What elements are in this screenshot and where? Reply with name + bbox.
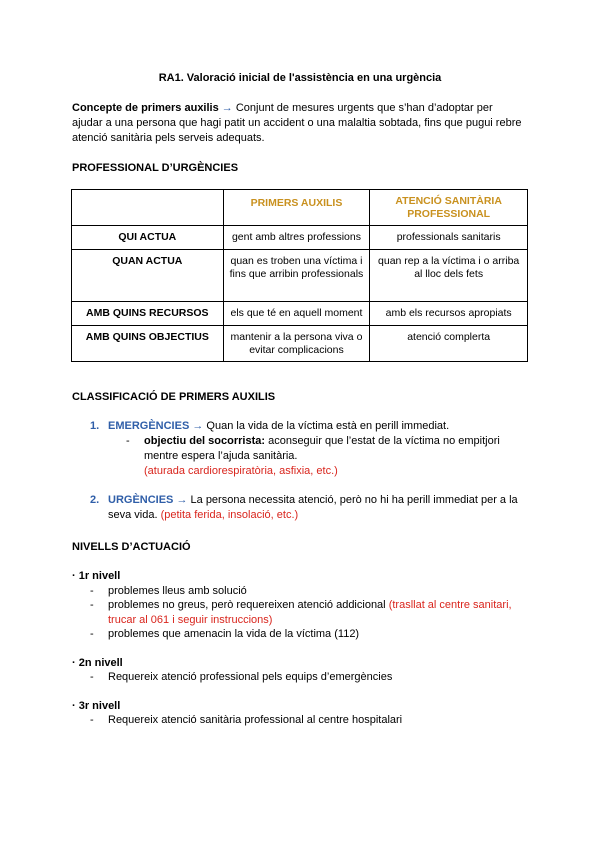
cell-who-professional: professionals sanitaris bbox=[370, 226, 528, 250]
table-row bbox=[72, 250, 528, 302]
concept-term: Concepte de primers auxilis bbox=[72, 102, 219, 114]
level-1-item-2-red-2: trucar al 061 i seguir instruccions) bbox=[108, 614, 273, 626]
concept-line-2: ajudar a una persona que hagi patit un accident o una malaltia sobtada, fins que pugui rebre bbox=[72, 117, 522, 129]
urgencies-text bbox=[108, 493, 538, 523]
cell-resources-professional: amb els recursos apropiats bbox=[370, 302, 528, 326]
level-1-item-2-text: problemes no greus, però requereixen atenció addicional bbox=[108, 599, 389, 611]
table-header-professional-care: ATENCIÓ SANITÀRIA PROFESSIONAL bbox=[370, 190, 528, 226]
cell-who-first-aid: gent amb altres professions bbox=[223, 226, 370, 250]
level-3-item: Requereix atenció sanitària professional al centre hospitalari bbox=[108, 714, 403, 726]
urgencies-examples: (petita ferida, insolació, etc.) bbox=[160, 509, 299, 521]
level-1-title: · 1r nivell bbox=[72, 570, 121, 582]
table-row bbox=[72, 326, 528, 362]
level-2-item: Requereix atenció professional pels equips d’emergències bbox=[108, 671, 393, 683]
list-dash: - bbox=[90, 714, 94, 726]
table-row bbox=[72, 226, 528, 250]
sub-objective-examples: (aturada cardiorespiratòria, asfixia, etc.) bbox=[144, 465, 338, 477]
row-label-objectives: AMB QUINS OBJECTIUS bbox=[72, 326, 224, 362]
level-1-item-2-red-1: (trasllat al centre sanitari, bbox=[388, 599, 512, 611]
table-header-first-aid: PRIMERS AUXILIS bbox=[223, 190, 370, 226]
sub-objective-label: objectiu del socorrista: bbox=[144, 435, 266, 447]
list-dash: - bbox=[90, 585, 94, 597]
table-row bbox=[72, 302, 528, 326]
cell-when-first-aid: quan es troben una víctima i fins que arribin professionals bbox=[223, 250, 370, 302]
urgencies-line-1: La persona necessita atenció, però no hi ha perill immediat per a la bbox=[187, 494, 518, 506]
row-label-resources: AMB QUINS RECURSOS bbox=[72, 302, 224, 326]
classification-heading: CLASSIFICACIÓ DE PRIMERS AUXILIS bbox=[72, 391, 276, 403]
row-label-who: QUI ACTUA bbox=[72, 226, 224, 250]
professional-heading: PROFESSIONAL D’URGÈNCIES bbox=[72, 162, 239, 174]
level-3-title: · 3r nivell bbox=[72, 700, 121, 712]
cell-resources-first-aid: els que té en aquell moment bbox=[223, 302, 370, 326]
level-1-item-3: problemes que amenacin la vida de la víctima (112) bbox=[108, 628, 360, 640]
concept-line-3: atenció sanitària pels serveis adequats. bbox=[72, 132, 265, 144]
emergencies-sub-dash: - bbox=[126, 435, 130, 447]
levels-heading: NIVELLS D’ACTUACIÓ bbox=[72, 541, 191, 553]
sub-objective-line-2: mentre espera l’ajuda sanitària. bbox=[144, 450, 298, 462]
list-dash: - bbox=[90, 628, 94, 640]
list-dash: - bbox=[90, 599, 94, 611]
sub-objective-line-1: aconseguir que l’estat de la víctima no empitjori bbox=[265, 435, 500, 447]
cell-when-professional: quan rep a la víctima i o arriba al lloc dels fets bbox=[370, 250, 528, 302]
document-title: RA1. Valoració inicial de l'assistència en una urgència bbox=[158, 72, 442, 84]
cell-objectives-first-aid: mantenir a la persona viva o evitar complicacions bbox=[223, 326, 370, 362]
comparison-table bbox=[71, 189, 528, 362]
level-1-item-1: problemes lleus amb solució bbox=[108, 585, 247, 597]
emergencies-number: 1. bbox=[90, 420, 100, 432]
emergencies-arrow: → bbox=[192, 420, 204, 432]
emergencies-term: EMERGÈNCIES bbox=[108, 420, 190, 432]
level-2-title: · 2n nivell bbox=[72, 657, 123, 669]
urgencies-line-2: seva vida. bbox=[108, 509, 161, 521]
emergencies-text: Quan la vida de la víctima està en perill immediat. bbox=[203, 420, 450, 432]
cell-objectives-professional: atenció complerta bbox=[370, 326, 528, 362]
concept-arrow: → bbox=[221, 102, 233, 114]
emergencies-line bbox=[108, 419, 528, 434]
list-dash: - bbox=[90, 671, 94, 683]
level-1-item-2 bbox=[108, 598, 538, 628]
row-label-when: QUAN ACTUA bbox=[72, 250, 224, 302]
table-header-row bbox=[72, 190, 528, 226]
concept-line-1: Conjunt de mesures urgents que s’han d’adoptar per bbox=[232, 102, 493, 114]
urgencies-number: 2. bbox=[90, 494, 100, 506]
table-header-empty bbox=[72, 190, 224, 226]
emergencies-sub-item bbox=[144, 434, 534, 479]
concept-paragraph bbox=[72, 101, 532, 146]
urgencies-arrow: → bbox=[176, 494, 188, 506]
urgencies-term: URGÈNCIES bbox=[108, 494, 174, 506]
